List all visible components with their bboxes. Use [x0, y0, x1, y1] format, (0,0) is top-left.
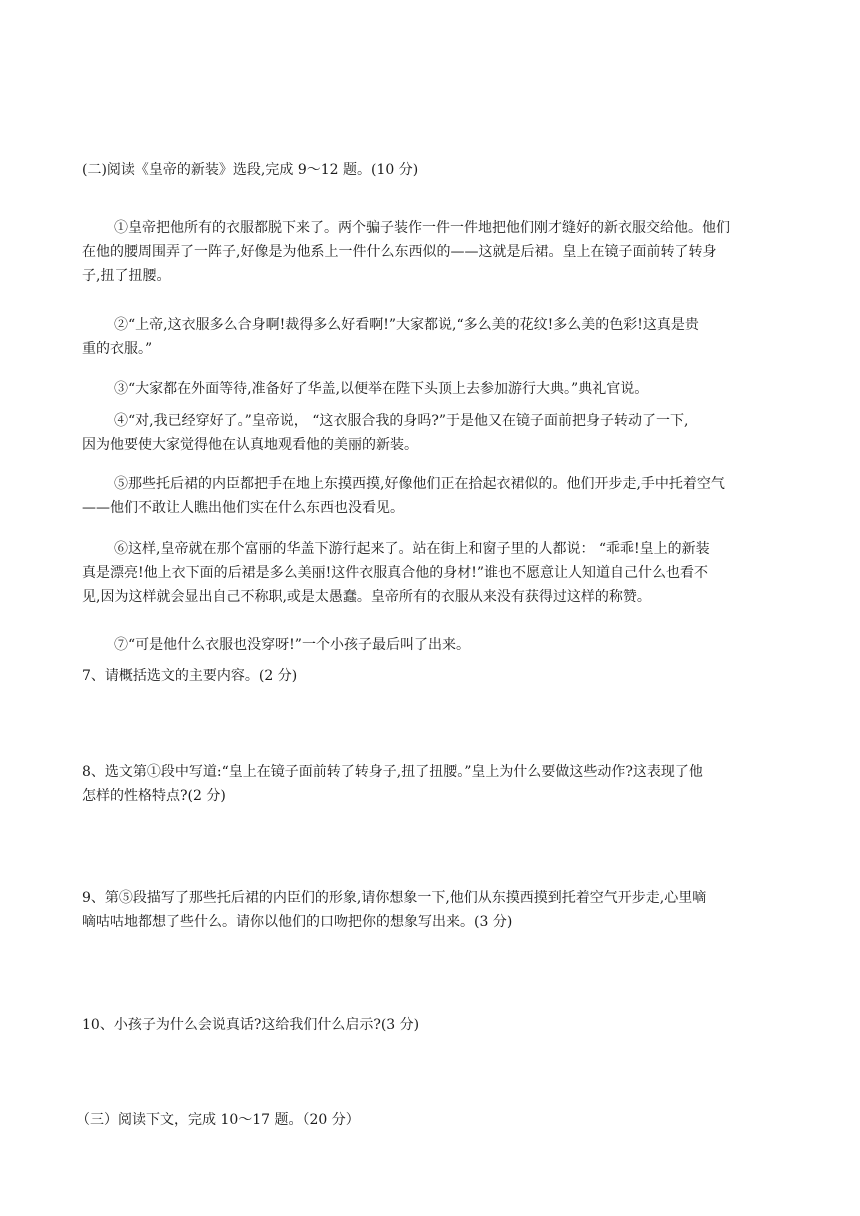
passage-paragraph-7 [82, 633, 782, 657]
paragraph-4-line-2: 因为他要使大家觉得他在认真地观看他的美丽的新装。 [82, 437, 418, 453]
paragraph-6-line-2: 真是漂亮!他上衣下面的后裙是多么美丽!这件衣服真合他的身材!”谁也不愿意让人知道自己什么也看不 [82, 565, 709, 581]
passage-paragraph-3 [82, 377, 782, 401]
question-8-line-1: 8、选文第①段中写道:“皇上在镜子面前转了转身子,扭了扭腰。”皇上为什么要做这些动作?这表现了他 [82, 764, 703, 780]
passage-paragraph-2 [82, 313, 782, 361]
question-9-line-2: 嘀咕咕地都想了些什么。请你以他们的口吻把你的想象写出来。(3 分) [82, 914, 513, 930]
passage-paragraph-4 [82, 409, 782, 457]
question-8-line-2: 怎样的性格特点?(2 分) [82, 788, 226, 804]
question-10 [82, 1013, 782, 1037]
paragraph-2-line-2: 重的衣服。” [82, 341, 153, 357]
question-7 [82, 664, 782, 688]
paragraph-7-line-1: ⑦“可是他什么衣服也没穿呀!”一个小孩子最后叫了出来。 [114, 637, 470, 653]
paragraph-1-line-1: ①皇帝把他所有的衣服都脱下来了。两个骗子装作一件一件地把他们刚才缝好的新衣服交给他。他们 [114, 220, 730, 236]
paragraph-3-line-1: ③“大家都在外面等待,准备好了华盖,以便举在陛下头顶上去参加游行大典。”典礼官说。 [114, 381, 649, 397]
paragraph-2-line-1: ②“上帝,这衣服多么合身啊!裁得多么好看啊!”大家都说,“多么美的花纹!多么美的色彩!这真是贵 [114, 317, 699, 333]
paragraph-5-line-2: ——他们不敢让人瞧出他们实在什么东西也没看见。 [82, 500, 404, 516]
paragraph-6-line-1: ⑥这样,皇帝就在那个富丽的华盖下游行起来了。站在街上和窗子里的人都说： “乖乖!皇上的新装 [114, 541, 710, 557]
passage-paragraph-5 [82, 472, 782, 520]
section-3-title: （三）阅读下文，完成 10～17 题。（20 分） [76, 1112, 360, 1128]
paragraph-4-line-1: ④“对,我已经穿好了。”皇帝说， “这衣服合我的身吗?”于是他又在镜子面前把身子转动了一下, [114, 413, 689, 429]
question-8 [82, 760, 782, 808]
question-9-line-1: 9、第⑤段描写了那些托后裙的内臣们的形象,请你想象一下,他们从东摸西摸到托着空气开步走,心里嘀 [82, 890, 707, 906]
paragraph-1-line-2: 在他的腰周围弄了一阵子,好像是为他系上一件什么东西似的——这就是后裙。皇上在镜子面前转了转身 [82, 244, 717, 260]
question-9 [82, 886, 782, 934]
paragraph-6-line-3: 见,因为这样就会显出自己不称职,或是太愚蠢。皇帝所有的衣服从来没有获得过这样的称赞。 [82, 589, 651, 605]
passage-paragraph-1 [82, 216, 782, 288]
paragraph-5-line-1: ⑤那些托后裙的内臣都把手在地上东摸西摸,好像他们正在拾起衣裙似的。他们开步走,手中托着空气 [114, 476, 725, 492]
passage-paragraph-6 [82, 537, 782, 609]
section-2-title: (二)阅读《皇帝的新装》选段,完成 9～12 题。(10 分) [82, 162, 419, 178]
question-10-line-1: 10、小孩子为什么会说真话?这给我们什么启示?(3 分) [82, 1017, 420, 1033]
question-7-line-1: 7、请概括选文的主要内容。(2 分) [82, 668, 298, 684]
paragraph-1-line-3: 子,扭了扭腰。 [82, 268, 171, 284]
